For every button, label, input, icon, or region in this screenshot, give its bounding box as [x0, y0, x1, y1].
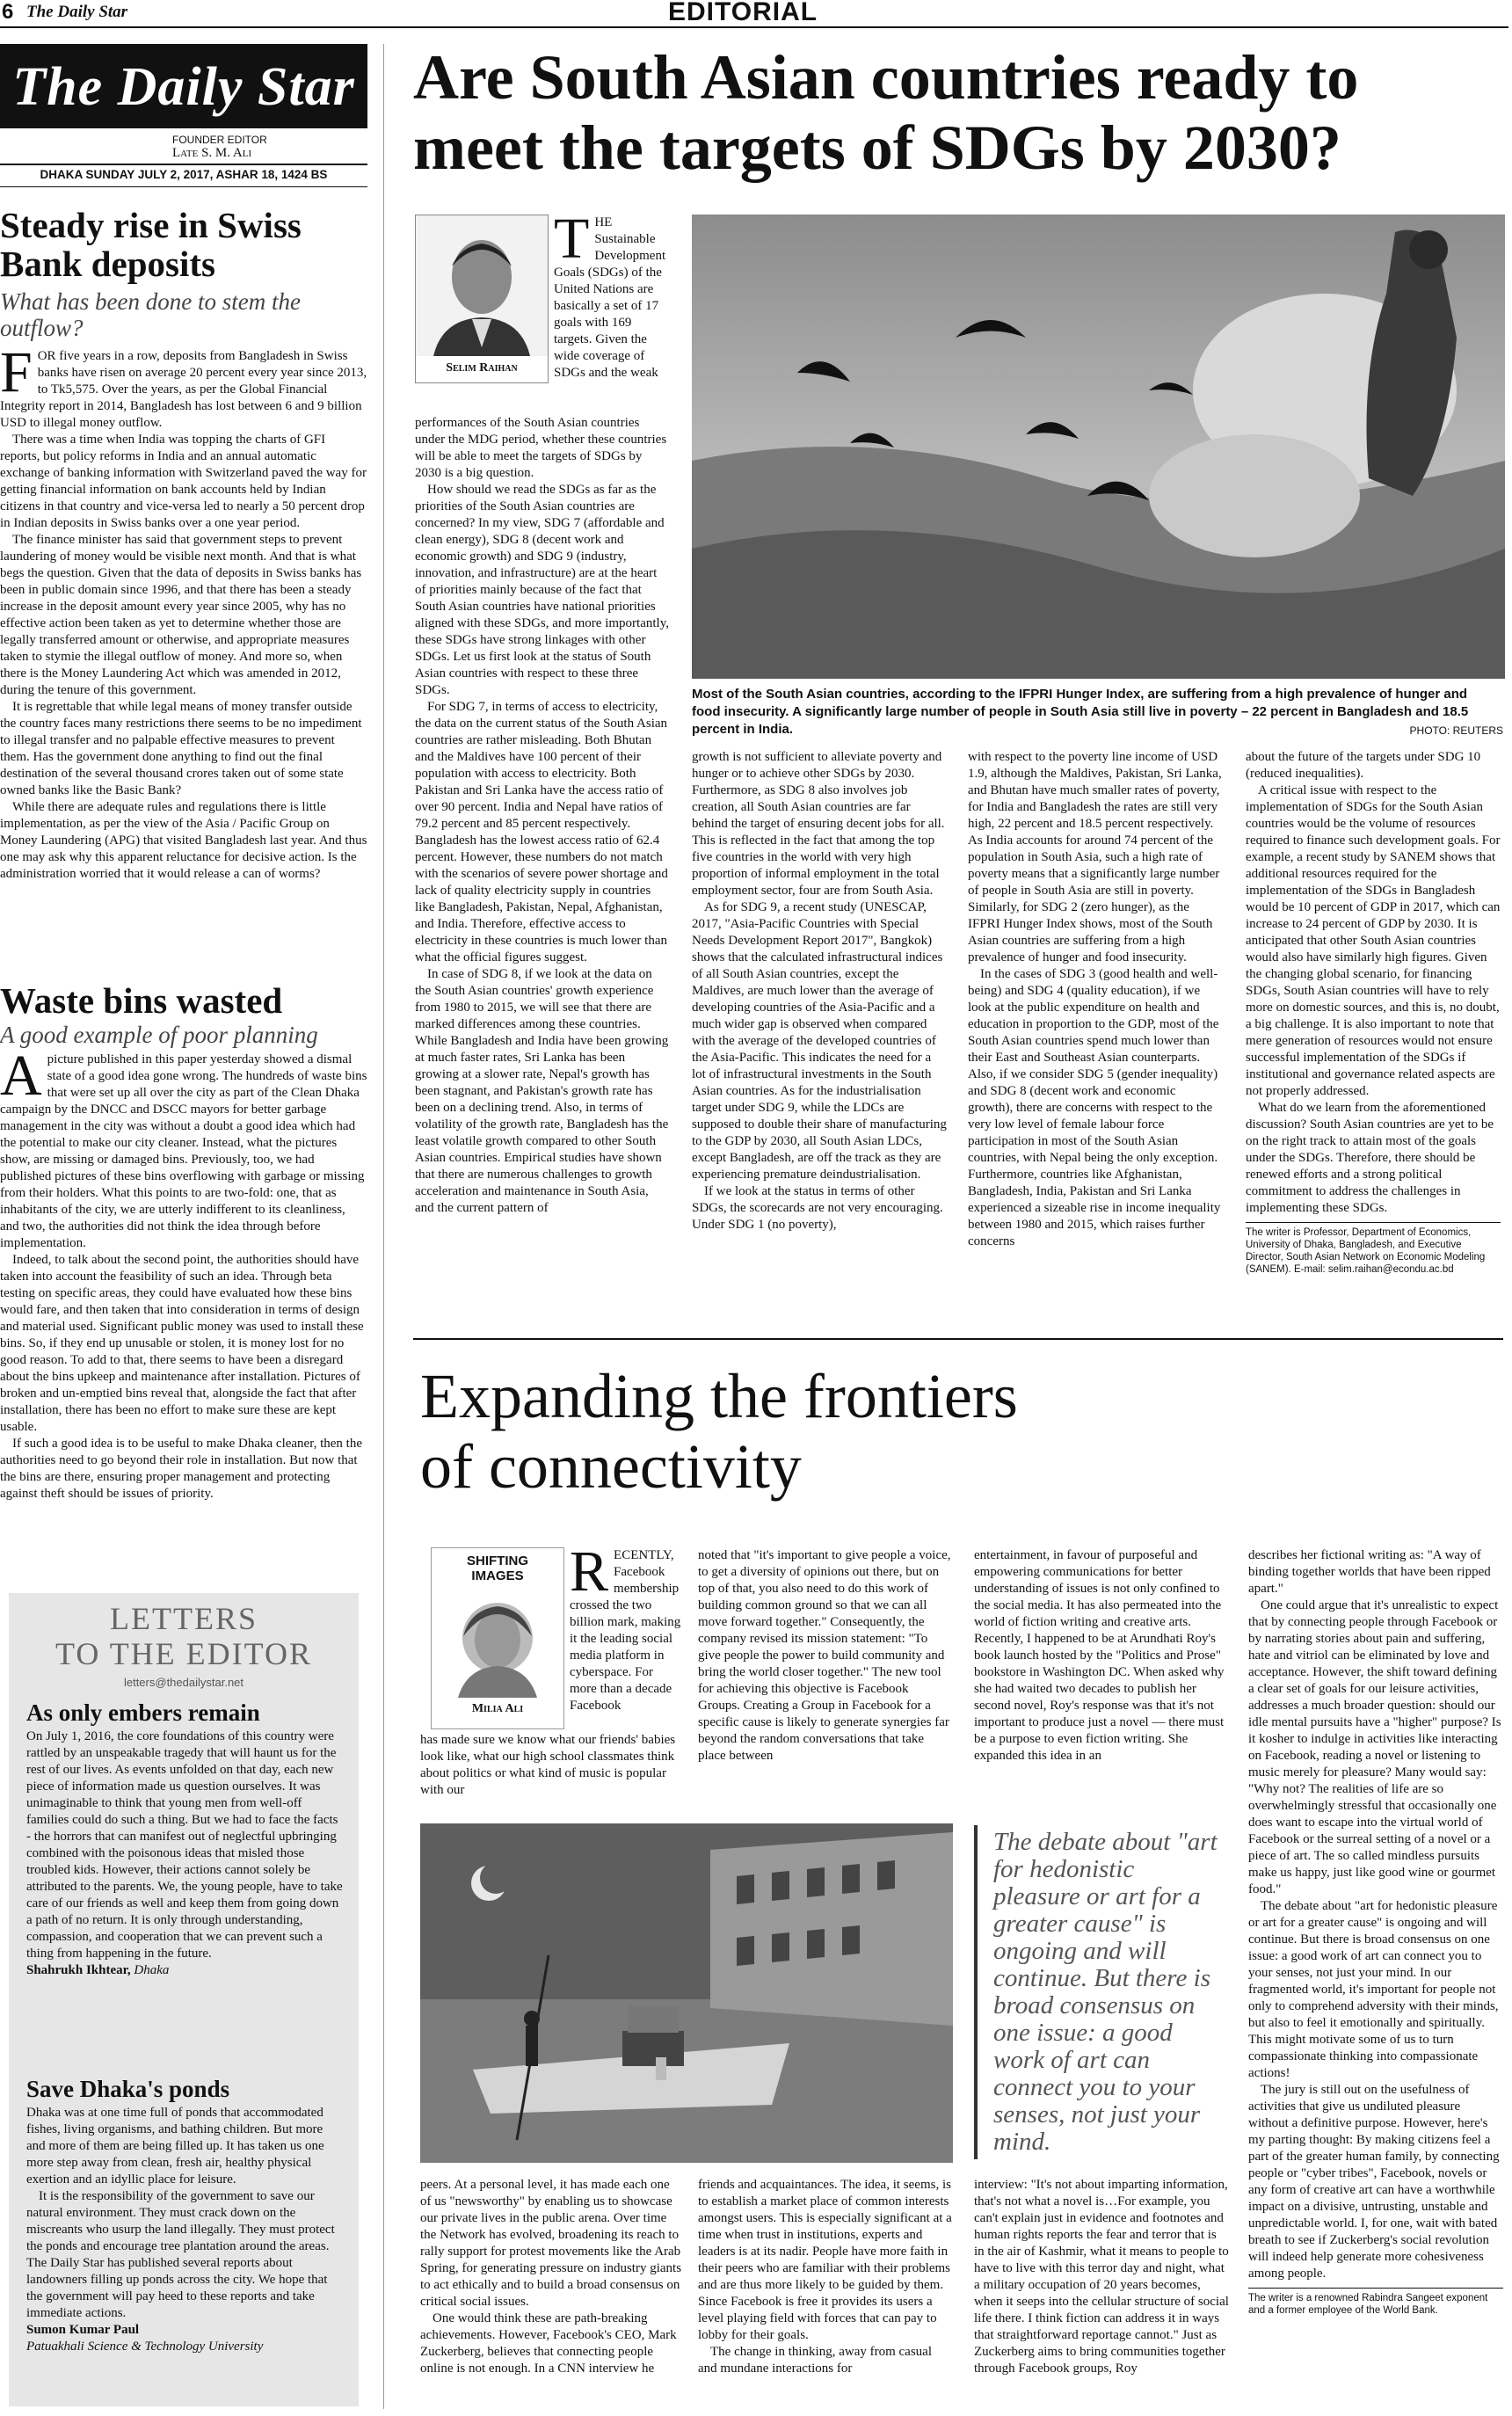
- paragraph: As for SDG 9, a recent study (UNESCAP, 2017, "Asia-Pacific Countries with Special Needs Development Report 2017", Bangkok) shows that the calculated infrastructural indices of all South Asian countries, except the Maldives, are much lower than the average of developing countries of the Asia-Pacific and a much wider gap is observed when compared with the average of the developed countries of the Asia-Pacific. This indicates the need for a lot of infrastructural investments in the South Asian countries. As for the industrialisation target under SDG 9, while the LDCs are supposed to double their share of manufacturing to the GDP by 2030, all South Asian LDCs, except Bangladesh, are off the track as they are experiencing premature deindustrialisation.: [692, 900, 947, 1182]
- letters-box: [9, 1593, 359, 2406]
- author-box-milia: [431, 1547, 564, 1729]
- sdg-column-4: [1246, 749, 1501, 1276]
- paragraph: In the cases of SDG 3 (good health and well-being) and SDG 4 (quality education), if we look at the public expenditure on health and education in proportion to the GDP, most of the South Asian countries spend much lower than their East and Southeast Asian counterparts. Also, if we consider SDG 5 (gender inequality) and SDG 8 (decent work and economic growth), there are concerns with respect to the very low level of female labour force participation in most of the South Asian countries, with Nepal being the only exception. Furthermore, countries like Afghanistan, Bangladesh, India, Pakistan and Sri Lanka experienced a sizeable rise in income inequality between 1980 and 2015, which raises further concerns: [968, 967, 1221, 1248]
- sdg-column-2: [692, 749, 947, 1233]
- sdg-title-line-1: Are South Asian countries ready to: [413, 42, 1359, 113]
- paragraph: OR five years in a row, deposits from Bangladesh in Swiss banks have risen on average 20 percent every year since 2013, to Tk5,575. Over the years, as per the Global Financial Integrity report in 2014, Bangladesh has lost between 6 and 9 billion USD to illegal money outflow.: [0, 349, 367, 430]
- connectivity-column-2-top: [698, 1547, 953, 1765]
- letters-email: letters@thedailystar.net: [123, 1676, 244, 1689]
- paragraph: While there are adequate rules and regulations there is little implementation, as per the view of the Asia / Pacific Group on Money Laundering (APG) that visited Bangladesh last year. And thus one may ask why this apparent reluctance for decisive action. Is the administration worried that it would release a can of worms?: [0, 800, 367, 881]
- sdg-bio: The writer is Professor, Department of Economics, University of Dhaka, Bangladesh, and Executive Director, South Asian Network on Economic Modeling (SANEM). E-mail: selim.raihan@econdu.ac.bd: [1246, 1227, 1486, 1275]
- bio-rule: [1248, 2288, 1503, 2289]
- editorial-1-body: [0, 340, 367, 883]
- editorial-2-dropcap: A: [0, 1044, 42, 1108]
- sdg-dropcap: T: [554, 207, 590, 271]
- connectivity-title-line-1: Expanding the frontiers: [420, 1361, 1018, 1431]
- paragraph: A critical issue with respect to the implementation of SDGs for the South Asian countries would be the volume of resources required to finance such development goals. For example, a recent study by SANEM shows that additional resources required for the implementation of the SDGs in Bangladesh would be 10 percent of GDP in 2017, which can increase to 24 percent of GDP by 2030. It is anticipated that other South Asian countries would also have similarly high figures. Given the changing global scenario, for financing SDGs, South Asian countries will have to rely more on domestic sources, and this is, no doubt, a big challenge. It is also important to note that mere generation of resources would not ensure successful implementation of the SDGs if institutional and governance related aspects are not properly addressed.: [1246, 783, 1501, 1098]
- sdg-title-line-2: meet the targets of SDGs by 2030?: [413, 113, 1341, 183]
- letter-2-place: Patuakhali Science & Technology University: [26, 2340, 264, 2354]
- letter-2-author: Sumon Kumar Paul: [26, 2323, 140, 2337]
- paragraph: If we look at the status in terms of other SDGs, the scorecards are not very encouraging. Under SDG 1 (no poverty),: [692, 1184, 943, 1232]
- paragraph: about the future of the targets under SDG 10 (reduced inequalities).: [1246, 750, 1481, 781]
- editorial-2-title: Waste bins wasted: [0, 980, 283, 1021]
- gondola-illustration: [420, 1823, 953, 2163]
- paragraph: picture published in this paper yesterday showed a dismal state of a good idea gone wrong. The hundreds of waste bins that were set up all over the city as part of the Clean Dhaka campaign by the DNCC and DSCC mayors for better garbage management in the city was without a doubt a good idea which had the potential to make our city cleaner. Instead, what the pictures show, are missing or damaged bins. Previously, too, we had published pictures of these bins overflowing with garbage or missing from their holders. What this points to are two-fold: one, that as inhabitants of the city, we are utterly indifferent to its cleanliness, and two, the authorities did not think the idea through before implementation.: [0, 1052, 367, 1250]
- masthead-name: The Daily Star: [12, 57, 355, 117]
- author-photo-selim: [415, 215, 549, 383]
- paragraph: performances of the South Asian countries under the MDG period, whether these countries will be able to meet the targets of SDGs by 2030 is a big question.: [415, 416, 667, 480]
- founder-name: Late S. M. Ali: [172, 146, 252, 160]
- connectivity-title-line-2: of connectivity: [420, 1431, 802, 1502]
- editorial-1-dropcap: F: [0, 340, 33, 404]
- letter-1-body: On July 1, 2016, the core foundations of this country were rattled by an unspeakable tragedy that will haunt us for the rest of our lives. As events unfolded on that day, each new piece of information made us question ourselves. It was unimaginable to think that young men from well-off families could do such a thing. But we had to face the facts - the horrors that can manifest out of neglectful upbringing combined with the poisonous ideas that misled those troubled kids. However, their actions cannot solely be attributed to the parents. We, the young people, have to take care of our friends as well and keep them from going down a path of no return. It is only through understanding, compassion, and cooperation that we can prevent such a thing from happening in the future.: [26, 1729, 343, 1961]
- paragraph: has made sure we know what our friends' babies look like, what our high school classmates think about politics or what kind of music is popular with our: [420, 1733, 676, 1797]
- paragraph: There was a time when India was topping the charts of GFI reports, but policy reforms in India and an annual automatic exchange of banking information with Switzerland paved the way for getting financial information on bank accounts held by Indian citizens in that country and vice-versa led to nearly a 50 percent drop in Indian deposits in Swiss banks over a one year period.: [0, 433, 367, 530]
- sdg-photo-credit: PHOTO: REUTERS: [1409, 724, 1503, 737]
- column-name-2: IMAGES: [471, 1568, 524, 1583]
- editorial-2: [0, 981, 367, 1503]
- masthead-rule: [0, 164, 367, 165]
- editorial-1-subtitle: What has been done to stem the outflow?: [0, 288, 301, 341]
- header-rule: [0, 26, 1508, 28]
- founder-label: FOUNDER EDITOR: [172, 134, 267, 146]
- connectivity-column-3-top: [974, 1547, 1229, 1765]
- connectivity-column-2-bottom: [698, 2177, 953, 2377]
- masthead-box: [0, 44, 367, 128]
- connectivity-column-3-bottom: [974, 2177, 1229, 2377]
- bio-rule: [1246, 1222, 1501, 1223]
- letter-1-author: Shahrukh Ikhtear,: [26, 1963, 131, 1977]
- letters-heading-2: TO THE EDITOR: [55, 1636, 312, 1671]
- sdg-column-1-body: [415, 415, 670, 1217]
- column-name-1: SHIFTING: [467, 1554, 528, 1568]
- connectivity-headline: [420, 1361, 1299, 1502]
- paragraph: For SDG 7, in terms of access to electricity, the data on the current status of the South Asian countries are rather misleading. Both Bhutan and the Maldives have 100 percent of their population with access to electricity. Both Pakistan and Sri Lanka have the access ratio of over 90 percent. India and Nepal have ratios of 79.2 percent and 85 percent respectively. Bangladesh has the lowest access ratio of 62.4 percent. However, these numbers do not match with the scenarios of severe power shortage and lack of quality electricity supply in countries like Bangladesh, Pakistan, Nepal, Afghanistan, and India. Therefore, effective access to electricity in these countries is much lower than what the official figures suggest.: [415, 700, 668, 964]
- letter-1: [26, 1699, 345, 1979]
- dateline: DHAKA SUNDAY JULY 2, 2017, ASHAR 18, 1424 BS: [40, 168, 328, 181]
- letter-2: [26, 2075, 345, 2355]
- author-portrait: [416, 215, 548, 356]
- connectivity-column-4: [1248, 1547, 1503, 2317]
- editorial-2-body: [0, 1044, 367, 1503]
- paragraph: interview: "It's not about imparting information, that's not what a novel is…For example, you can't explain just in evidence and footnotes and human rights reports the fear and terror that is in the air of Kashmir, what it means to people to have to live with this terror day and night, what a military occupation of 20 years becomes, when it seeps into the cellular structure of social life there. I think fiction can address it in ways that straightforward reportage cannot." Just as Zuckerberg aims to bring communities together through Facebook groups, Roy: [974, 2178, 1229, 2376]
- paragraph: One could argue that it's unrealistic to expect that by connecting people through Facebook or by narrating stories about pain and suffering, hate and vitriol can be eliminated by love and acceptance. However, the shift toward defining a clear set of goals for our leisure activities, addresses a much broader question: should our idle mental pursuits have a "higher" purpose? Is it kosher to indulge in activities like interacting on Facebook, reading a novel or listening to music merely for pleasure? Many would say: "Why not? The realities of life are so overwhelmingly stressful that occasionally one does want to escape into the virtual world of Facebook or the surreal setting of a novel or a piece of art. The so called mindless pursuits make us happy, just like good wine or gourmet food.": [1248, 1598, 1501, 1896]
- author-name-selim: Selim Raihan: [446, 361, 518, 375]
- letters-heading-1: LETTERS: [110, 1601, 258, 1636]
- connectivity-column-1: [570, 1539, 682, 1714]
- waste-collector-photo: [692, 215, 1505, 679]
- editorial-1: [0, 206, 367, 883]
- paragraph: noted that "it's important to give people a voice, to get a diversity of opinions out there, but on top of that, you also need to do this work of building common ground so that we can all move forward together." Consequently, the company revised its mission statement: "To give people the power to build community and bring the world closer together." The new tool for achieving this objective is Facebook Groups. Creating a Group in Facebook for a specific cause is likely to generate synergies far beyond the random conversations that take place between: [698, 1548, 951, 1763]
- paragraph: One would think these are path-breaking achievements. However, Facebook's CEO, Mark Zuckerberg, believes that connecting people online is not enough. In a CNN interview he: [420, 2311, 677, 2376]
- paragraph: growth is not sufficient to alleviate poverty and hunger or to achieve other SDGs by 2030. Furthermore, as SDG 8 also involves job creation, all South Asian countries are far behind the target of ensuring decent jobs for all. This is reflected in the fact that among the top five countries in the world with very high proportion of informal employment in the total employment sector, four are from South Asia.: [692, 750, 945, 898]
- paragraph: What do we learn from the aforementioned discussion? South Asian countries are yet to be on the right track to attain most of the goals under the SDGs. Therefore, there should be renewed efforts and a strong political commitment to address the challenges in implementing these SDGs.: [1246, 1101, 1494, 1215]
- paragraph: In case of SDG 8, if we look at the data on the South Asian countries' growth experience from 1980 to 2015, we will see that there are marked differences among these countries. While Bangladesh and India have been growing at much faster rates, Sri Lanka has been growing at a slower rate, Nepal's growth has been stagnant, and Pakistan's growth rate has been on a declining trend. Also, in terms of volatility of the growth rate, Bangladesh has the least volatile growth compared to other South Asian countries. Empirical studies have shown that there are numerous challenges to growth acceleration and maintenance in South Asia, and the current pattern of: [415, 967, 669, 1215]
- section-rule: [413, 1338, 1503, 1340]
- connectivity-illustration: [420, 1823, 953, 2163]
- letter-2-title: Save Dhaka's ponds: [26, 2076, 230, 2102]
- paragraph: friends and acquaintances. The idea, it seems, is to establish a market place of common interests amongst users. This is especially significant at a time when trust in institutions, experts and leaders is at its nadir. People have more faith in their peers who are familiar with their problems and are thus more likely to be guided by them. Since Facebook is free it provides its users a level playing field with forces that can pay to lobby for their goals.: [698, 2178, 952, 2342]
- sdg-intro: HE Sustainable Development Goals (SDGs) of the United Nations are basically a set of 17 goals with 169 targets. Given the wide coverage of SDGs and the weak: [554, 215, 666, 380]
- sdg-photo-caption: Most of the South Asian countries, according to the IFPRI Hunger Index, are suffering from a high prevalence of hunger and food insecurity. A significantly large number of people in South Asia still live in poverty – 22 percent in Bangladesh and 18.5 percent in India.: [692, 687, 1469, 737]
- pull-quote: [974, 1825, 1229, 2159]
- pull-quote-bar: [974, 1825, 978, 2159]
- paragraph: The change in thinking, away from casual and mundane interactions for: [698, 2345, 932, 2376]
- editorial-1-title: Steady rise in Swiss Bank deposits: [0, 205, 302, 284]
- sdg-column-3: [968, 749, 1223, 1250]
- page-header: [0, 0, 1512, 26]
- paragraph: entertainment, in favour of purposeful and empowering communications for better understanding of issues is not only confined to the social media. It has also permeated into the world of fiction writing and creative arts. Recently, I happened to be at Arundhati Roy's book launch hosted by the "Politics and Prose" bookstore in Washington DC. When asked why she had waited two decades to publish her second novel, Roy's response was that it's not important to produce just a novel — there must be a purpose to even fiction writing. She expanded this idea in an: [974, 1548, 1225, 1763]
- paragraph: with respect to the poverty line income of USD 1.9, although the Maldives, Pakistan, Sri Lanka, and Bhutan have much smaller rates of poverty, for India and Bangladesh the rates are still very high, 22 percent and 18.5 percent respectively. As India accounts for around 74 percent of the population in South Asia, such a high rate of poverty means that a significantly large number of people in South Asia are still in poverty. Similarly, for SDG 2 (zero hunger), as the IFPRI Hunger Index shows, most of the South Asian countries are suffering from a high prevalence of hunger and food insecurity.: [968, 750, 1222, 964]
- connectivity-column-1-rest: [420, 1732, 682, 1799]
- sdg-photo: [692, 215, 1505, 679]
- paragraph: The jury is still out on the usefulness of activities that give us undiluted pleasure without a definitive purpose. However, here's my parting thought: By making citizens feel a part of the greater human family, by connecting people or "cyber tribes", Facebook, novels or any form of creative art can have a worthwhile impact on a divisive, untrusting, unstable and unpredictable world. I, for one, wait with bated breath to see if Zuckerberg's social revolution will indeed help generate more cohesiveness among people.: [1248, 2083, 1500, 2281]
- column-divider: [383, 44, 384, 2409]
- dateline-rule: [0, 186, 367, 187]
- letter-2-body-2: It is the responsibility of the government to save our natural environment. They must crack down on the miscreants who usurp the land illegally. They must protect the ponds and encourage tree plantation around the areas. The Daily Star has published several reports about landowners filling up ponds across the city. We hope that the government will pay heed to these reports and take immediate actions.: [26, 2189, 335, 2320]
- connectivity-column-1-bottom: [420, 2177, 682, 2377]
- letter-1-place: Dhaka: [134, 1963, 170, 1977]
- author-name-milia: Milia Ali: [471, 1702, 524, 1715]
- paragraph: If such a good idea is to be useful to make Dhaka cleaner, then the authorities need to go beyond their role in installation. But now that the bins are there, ensuring proper management and protecting against theft should be issues of priority.: [0, 1437, 363, 1501]
- sdg-headline: [413, 42, 1503, 183]
- letter-2-body: Dhaka was at one time full of ponds that accommodated fishes, living organisms, and bathing children. But more and more of them are being filled up. It has taken us one more step away from clean, fresh air, healthy physical exertion and an idyllic place for leisure.: [26, 2106, 324, 2187]
- connectivity-intro: ECENTLY, Facebook membership crossed the two billion mark, making it the leading social media platform in cyberspace. For more than a decade Facebook: [570, 1548, 681, 1713]
- header-paper-name: The Daily Star: [26, 3, 128, 21]
- paragraph: It is regrettable that while legal means of money transfer outside the country faces many restrictions there seems to be no impediment to illegal transfer and no palpable effective measures to prevent them. Has the government done anything to find out the final destination of the several thousand crores taken out of some state owned banks like the Basic Bank?: [0, 700, 362, 797]
- paragraph: Indeed, to talk about the second point, the authorities should have taken into account the feasibility of such an idea. Through beta testing on specific areas, they could have evaluated how these bins would fare, and then taken that into consideration in terms of design and material used. Significant public money was used to install these bins. So, if they end up unusable or stolen, it is money lost for no good reason. To add to that, there seems to have been a disregard about the bins upkeep and maintenance after installation. Pictures of broken and un-emptied bins reveal that, alongside the fact that after installation, there has been no effort to make sure these are kept usable.: [0, 1253, 364, 1434]
- page-number: 6: [2, 0, 14, 24]
- paragraph: describes her fictional writing as: "A way of binding together worlds that have been ripped apart.": [1248, 1548, 1491, 1596]
- author-portrait: [432, 1583, 563, 1698]
- letter-1-title: As only embers remain: [26, 1699, 260, 1726]
- connectivity-bio: The writer is a renowned Rabindra Sangeet exponent and a former employee of the World Bank.: [1248, 2293, 1488, 2316]
- paragraph: How should we read the SDGs as far as the priorities of the South Asian countries are concerned? In my view, SDG 7 (affordable and clean energy), SDG 8 (decent work and economic growth) and SDG 9 (industry, innovation, and infrastructure) are at the heart of priorities mainly because of the fact that South Asian countries have national priorities aligned with these SDGs, and more importantly, these SDGs have strong linkages with other SDGs. Let us first look at the status of South Asian countries with respect to these three SDGs.: [415, 483, 669, 697]
- pull-quote-text: The debate about "art for hedonistic pleasure or art for a greater cause" is ongoing and will continue. But there is broad consensus on one issue: a good work of art can connect you to your senses, not just your mind.: [993, 1828, 1218, 2156]
- section-label: EDITORIAL: [668, 0, 818, 26]
- connectivity-dropcap: R: [570, 1539, 609, 1604]
- paragraph: The debate about "art for hedonistic pleasure or art for a greater cause" is ongoing and will continue. But there is broad consensus on one issue: a good work of art can connect you to your senses, not just your mind. In our fragmented world, it's important for people not only to comprehend adversity with their minds, but also to feel it emotionally and spiritually. This might motivate some of us to turn compassionate thinking into compassionate actions!: [1248, 1899, 1499, 2080]
- paragraph: peers. At a personal level, it has made each one of us "newsworthy" by enabling us to showcase our private lives in the public arena. Over time the Network has evolved, broadening its reach to rally support for protest movements like the Arab Spring, for generating pressure on industry giants to act ethically and to build a broad consensus on critical social issues.: [420, 2178, 682, 2309]
- paragraph: The finance minister has said that government steps to prevent laundering of money would be visible next month. And that is what begs the question. Given that the data of deposits in Swiss banks has been in public domain since 1996, and that there has been a steady increase in the deposit amount every year since 2005, why has no effective action been taken as yet to determine whether those are legally transferred amount or otherwise, and appropriate measures taken to stymie the illegal outflow of money. And more so, when there is the Money Laundering Act which was amended in 2012, during the tenure of this government.: [0, 533, 362, 697]
- sdg-column-1: [554, 207, 670, 382]
- editorial-2-subtitle: A good example of poor planning: [0, 1022, 318, 1048]
